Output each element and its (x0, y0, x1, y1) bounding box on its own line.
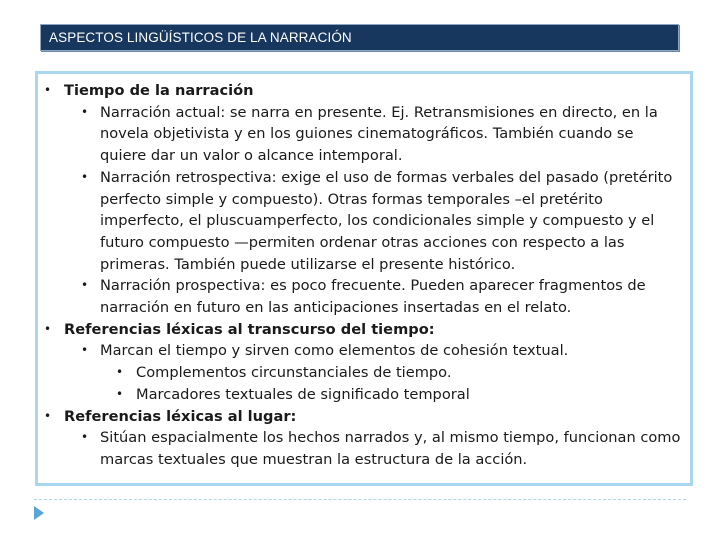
list-item-text: Narración actual: se narra en presente. Ej. Retransmisiones en directo, en la novela objetivista y en los guiones cinematográficos. También cuando se quiere dar un valor o alcance intemporal. (100, 103, 658, 165)
list-item-level-2 (38, 427, 690, 470)
bullet-icon: • (44, 408, 52, 423)
list-item-text: Referencias léxicas al lugar: (64, 407, 297, 425)
bullet-icon: • (116, 386, 124, 401)
bullet-icon: • (81, 104, 89, 119)
list-item-text: Referencias léxicas al transcurso del tiempo: (64, 320, 435, 338)
list-item-level-1 (38, 319, 690, 341)
list-item-level-3 (38, 362, 690, 384)
list-item-level-1 (38, 406, 690, 428)
slide-title: ASPECTOS LINGÜÍSTICOS DE LA NARRACIÓN (49, 30, 352, 45)
list-item-level-2 (38, 167, 690, 276)
bullet-list (38, 80, 690, 471)
triangle-right-icon (34, 506, 44, 520)
list-item-text: Narración prospectiva: es poco frecuente. Pueden aparecer fragmentos de narración en futuro en las anticipaciones insertadas en el relato. (100, 277, 646, 317)
list-item-text: Narración retrospectiva: exige el uso de formas verbales del pasado (pretérito perfecto simple y compuesto). Otras formas temporales –el pretérito imperfecto, el pluscuamperfecto, los condicionales simple y compuesto y el futuro compuesto —permiten ordenar otras acciones con respecto a las primeras. También puede utilizarse el presente histórico. (100, 168, 673, 273)
bullet-icon: • (44, 321, 52, 336)
bullet-icon: • (81, 430, 89, 445)
bullet-icon: • (44, 83, 52, 97)
content-box (35, 71, 693, 486)
bullet-icon: • (116, 365, 124, 380)
list-item-level-1 (38, 80, 690, 102)
list-item-text: Marcadores textuales de significado temporal (136, 385, 470, 403)
bullet-icon: • (81, 169, 89, 184)
bullet-icon: • (81, 343, 89, 358)
list-item-level-2 (38, 102, 690, 167)
list-item-level-3 (38, 384, 690, 406)
list-item-level-2 (38, 340, 690, 362)
footer-divider (34, 499, 686, 500)
list-item-text: Complementos circunstanciales de tiempo. (136, 364, 452, 382)
list-item-level-2 (38, 275, 690, 318)
list-item-text: Tiempo de la narración (64, 82, 254, 99)
list-item-text: Sitúan espacialmente los hechos narrados y, al mismo tiempo, funcionan como marcas textuales que muestran la estructura de la acción. (100, 429, 681, 468)
slide-title-bar (40, 24, 679, 51)
bullet-icon: • (81, 278, 89, 293)
list-item-text: Marcan el tiempo y sirven como elementos de cohesión textual. (100, 342, 569, 360)
